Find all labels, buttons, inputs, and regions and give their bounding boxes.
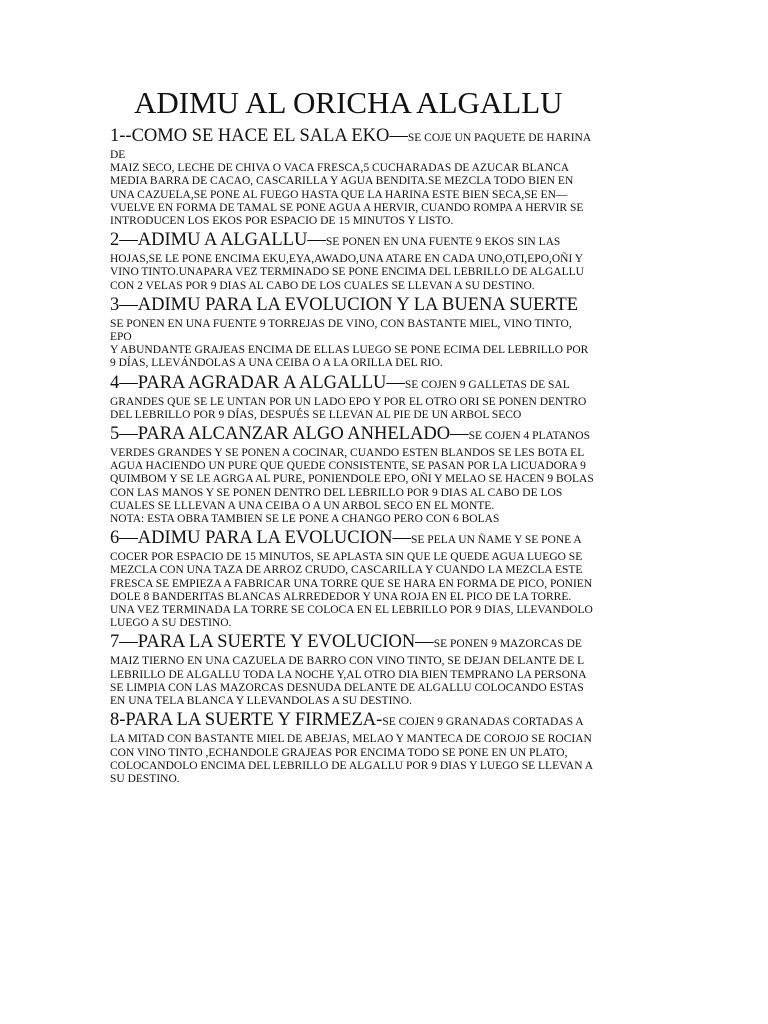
section-body: MAIZ TIERNO EN UNA CAZUELA DE BARRO CON VINO TINTO, SE DEJAN DELANTE DE L LEBRILLO DE ALGALLU TODA LA NOCHE Y,AL OTRO DIA BIEN TEMPRANO LA PERSONA SE LIMPIA CON LAS MAZORCAS DESNUDA DELANTE DE ALGALLU COLOCANDO ESTAS EN UNA TELA BLANCA Y LLEVANDOLAS A SU DESTINO.: [110, 655, 587, 708]
section-1: [110, 126, 658, 228]
section-heading-line: [110, 424, 658, 447]
section-4: [110, 373, 658, 422]
section-heading: 1--COMO SE HACE EL SALA EKO—: [110, 126, 408, 146]
section-heading: 6—ADIMU PARA LA EVOLUCION—: [110, 528, 411, 549]
document-page: [110, 86, 658, 788]
section-heading-tail: SE COJEN 9 GRANADAS CORTADAS A: [382, 716, 584, 729]
section-6: [110, 528, 658, 630]
section-heading-tail: SE COJEN 4 PLATANOS: [468, 430, 591, 443]
section-7: [110, 632, 658, 708]
section-heading-tail: SE COJEN 9 GALLETAS DE SAL: [404, 378, 570, 391]
section-heading-line: [110, 230, 658, 253]
section-heading-tail: SE PELA UN ÑAME Y SE PONE A: [411, 534, 582, 547]
section-heading: 8-PARA LA SUERTE Y FIRMEZA-: [110, 710, 383, 731]
section-body: SE PONEN EN UNA FUENTE 9 TORREJAS DE VINO, CON BASTANTE MIEL, VINO TINTO, EPO Y ABUNDANTE GRAJEAS ENCIMA DE ELLAS LUEGO SE PONE ECIMA DEL LEBRILLO POR 9 DÍAS, LLEVÁNDOLAS A UNA CEIBA O A LA ORILLA DEL RIO.: [110, 317, 589, 370]
section-heading: 3—ADIMU PARA LA EVOLUCION Y LA BUENA SUERTE: [110, 294, 579, 315]
section-body: LA MITAD CON BASTANTE MIEL DE ABEJAS, MELAO Y MANTECA DE COROJO SE ROCIAN CON VINO TINTO ,ECHANDOLE GRAJEAS POR ENCIMA TODO SE PONE EN UN PLATO, COLOCANDOLO ENCIMA DEL LEBRILLO DE ALGALLU POR 9 DIAS Y LUEGO SE LLEVAN A SU DESTINO.: [110, 733, 594, 785]
section-heading-line: [110, 632, 658, 655]
document-title: ADIMU AL ORICHA ALGALLU: [134, 85, 563, 120]
section-heading-line: [110, 373, 658, 396]
section-3: [110, 295, 658, 371]
section-heading: 7—PARA LA SUERTE Y EVOLUCION—: [110, 632, 434, 653]
section-5: [110, 424, 658, 526]
section-heading: 5—PARA ALCANZAR ALGO ANHELADO—: [110, 424, 469, 445]
section-heading-tail: SE COJE UN PAQUETE DE HARINA: [407, 132, 592, 144]
section-heading-line: [110, 528, 658, 551]
section-heading: 4—PARA AGRADAR A ALGALLU—: [110, 372, 405, 393]
section-body: VERDES GRANDES Y SE PONEN A COCINAR, CUANDO ESTEN BLANDOS SE LES BOTA EL AGUA HACIENDO UN PURE QUE QUEDE CONSISTENTE, SE PASAN POR LA LICUADORA 9 QUIMBOM Y SE LE AGRGA AL PURE, PONIENDOLE EPO, OÑI Y MELAO SE HACEN 9 BOLAS CON LAS MANOS Y SE PONEN DENTRO DEL LEBRILLO POR 9 DIAS AL CABO DE LOS CUALES SE LLLEVAN A UNA CEIBA O A UN ARBOL SECO EN EL MONTE. NOTA: ESTA OBRA TAMBIEN SE LE PONE A CHANGO PERO CON 6 BOLAS: [110, 447, 594, 526]
section-8: [110, 710, 658, 786]
section-heading-line: [110, 295, 658, 318]
section-body: DE MAIZ SECO, LECHE DE CHIVA O VACA FRESCA,5 CUCHARADAS DE AZUCAR BLANCA MEDIA BARRA DE CACAO, CASCARILLA Y AGUA BENDITA.SE MEZCLA TODO BIEN EN UNA CAZUELA,SE PONE AL FUEGO HASTA QUE LA HARINA ESTE BIEN SECA,SE EN— VUELVE EN FORMA DE TAMAL SE PONE AGUA A HERVIR, CUANDO ROMPA A HERVIR SE INTRODUCEN LOS EKOS POR ESPACIO DE 15 MINUTOS Y LISTO.: [110, 149, 584, 228]
section-heading: 2—ADIMU A ALGALLU—: [110, 230, 326, 251]
section-body: COCER POR ESPACIO DE 15 MINUTOS, SE APLASTA SIN QUE LE QUEDE AGUA LUEGO SE MEZCLA CON UNA TAZA DE ARROZ CRUDO, CASCARILLA Y CUANDO LA MEZCLA ESTE FRESCA SE EMPIEZA A FABRICAR UNA TORRE QUE SE HARA EN FORMA DE PICO, PONIEN DOLE 8 BANDERITAS BLANCAS ALRREDEDOR Y UNA ROJA EN EL PICO DE LA TORRE. UNA VEZ TERMINADA LA TORRE SE COLOCA EN EL LEBRILLO POR 9 DIAS, LLEVANDOLO LUEGO A SU DESTINO.: [110, 551, 593, 630]
section-body: GRANDES QUE SE LE UNTAN POR UN LADO EPO Y POR EL OTRO ORI SE PONEN DENTRO DEL LEBRILLO POR 9 DÍAS, DESPUÉS SE LLEVAN AL PIE DE UN ARBOL SECO: [110, 395, 587, 421]
section-body: HOJAS,SE LE PONE ENCIMA EKU,EYA,AWADO,UNA ATARE EN CADA UNO,OTI,EPO,OÑI Y VINO TINTO.UNAPARA VEZ TERMINADO SE PONE ENCIMA DEL LEBRILLO DE ALGALLU CON 2 VELAS POR 9 DIAS AL CABO DE LOS CUALES SE LLEVAN A SU DESTINO.: [110, 253, 584, 292]
section-heading-tail: SE PONEN 9 MAZORCAS DE: [433, 638, 582, 651]
section-2: [110, 230, 658, 293]
section-heading-line: [110, 126, 658, 149]
section-heading-tail: SE PONEN EN UNA FUENTE 9 EKOS SIN LAS: [325, 236, 561, 249]
section-heading-line: [110, 710, 658, 733]
